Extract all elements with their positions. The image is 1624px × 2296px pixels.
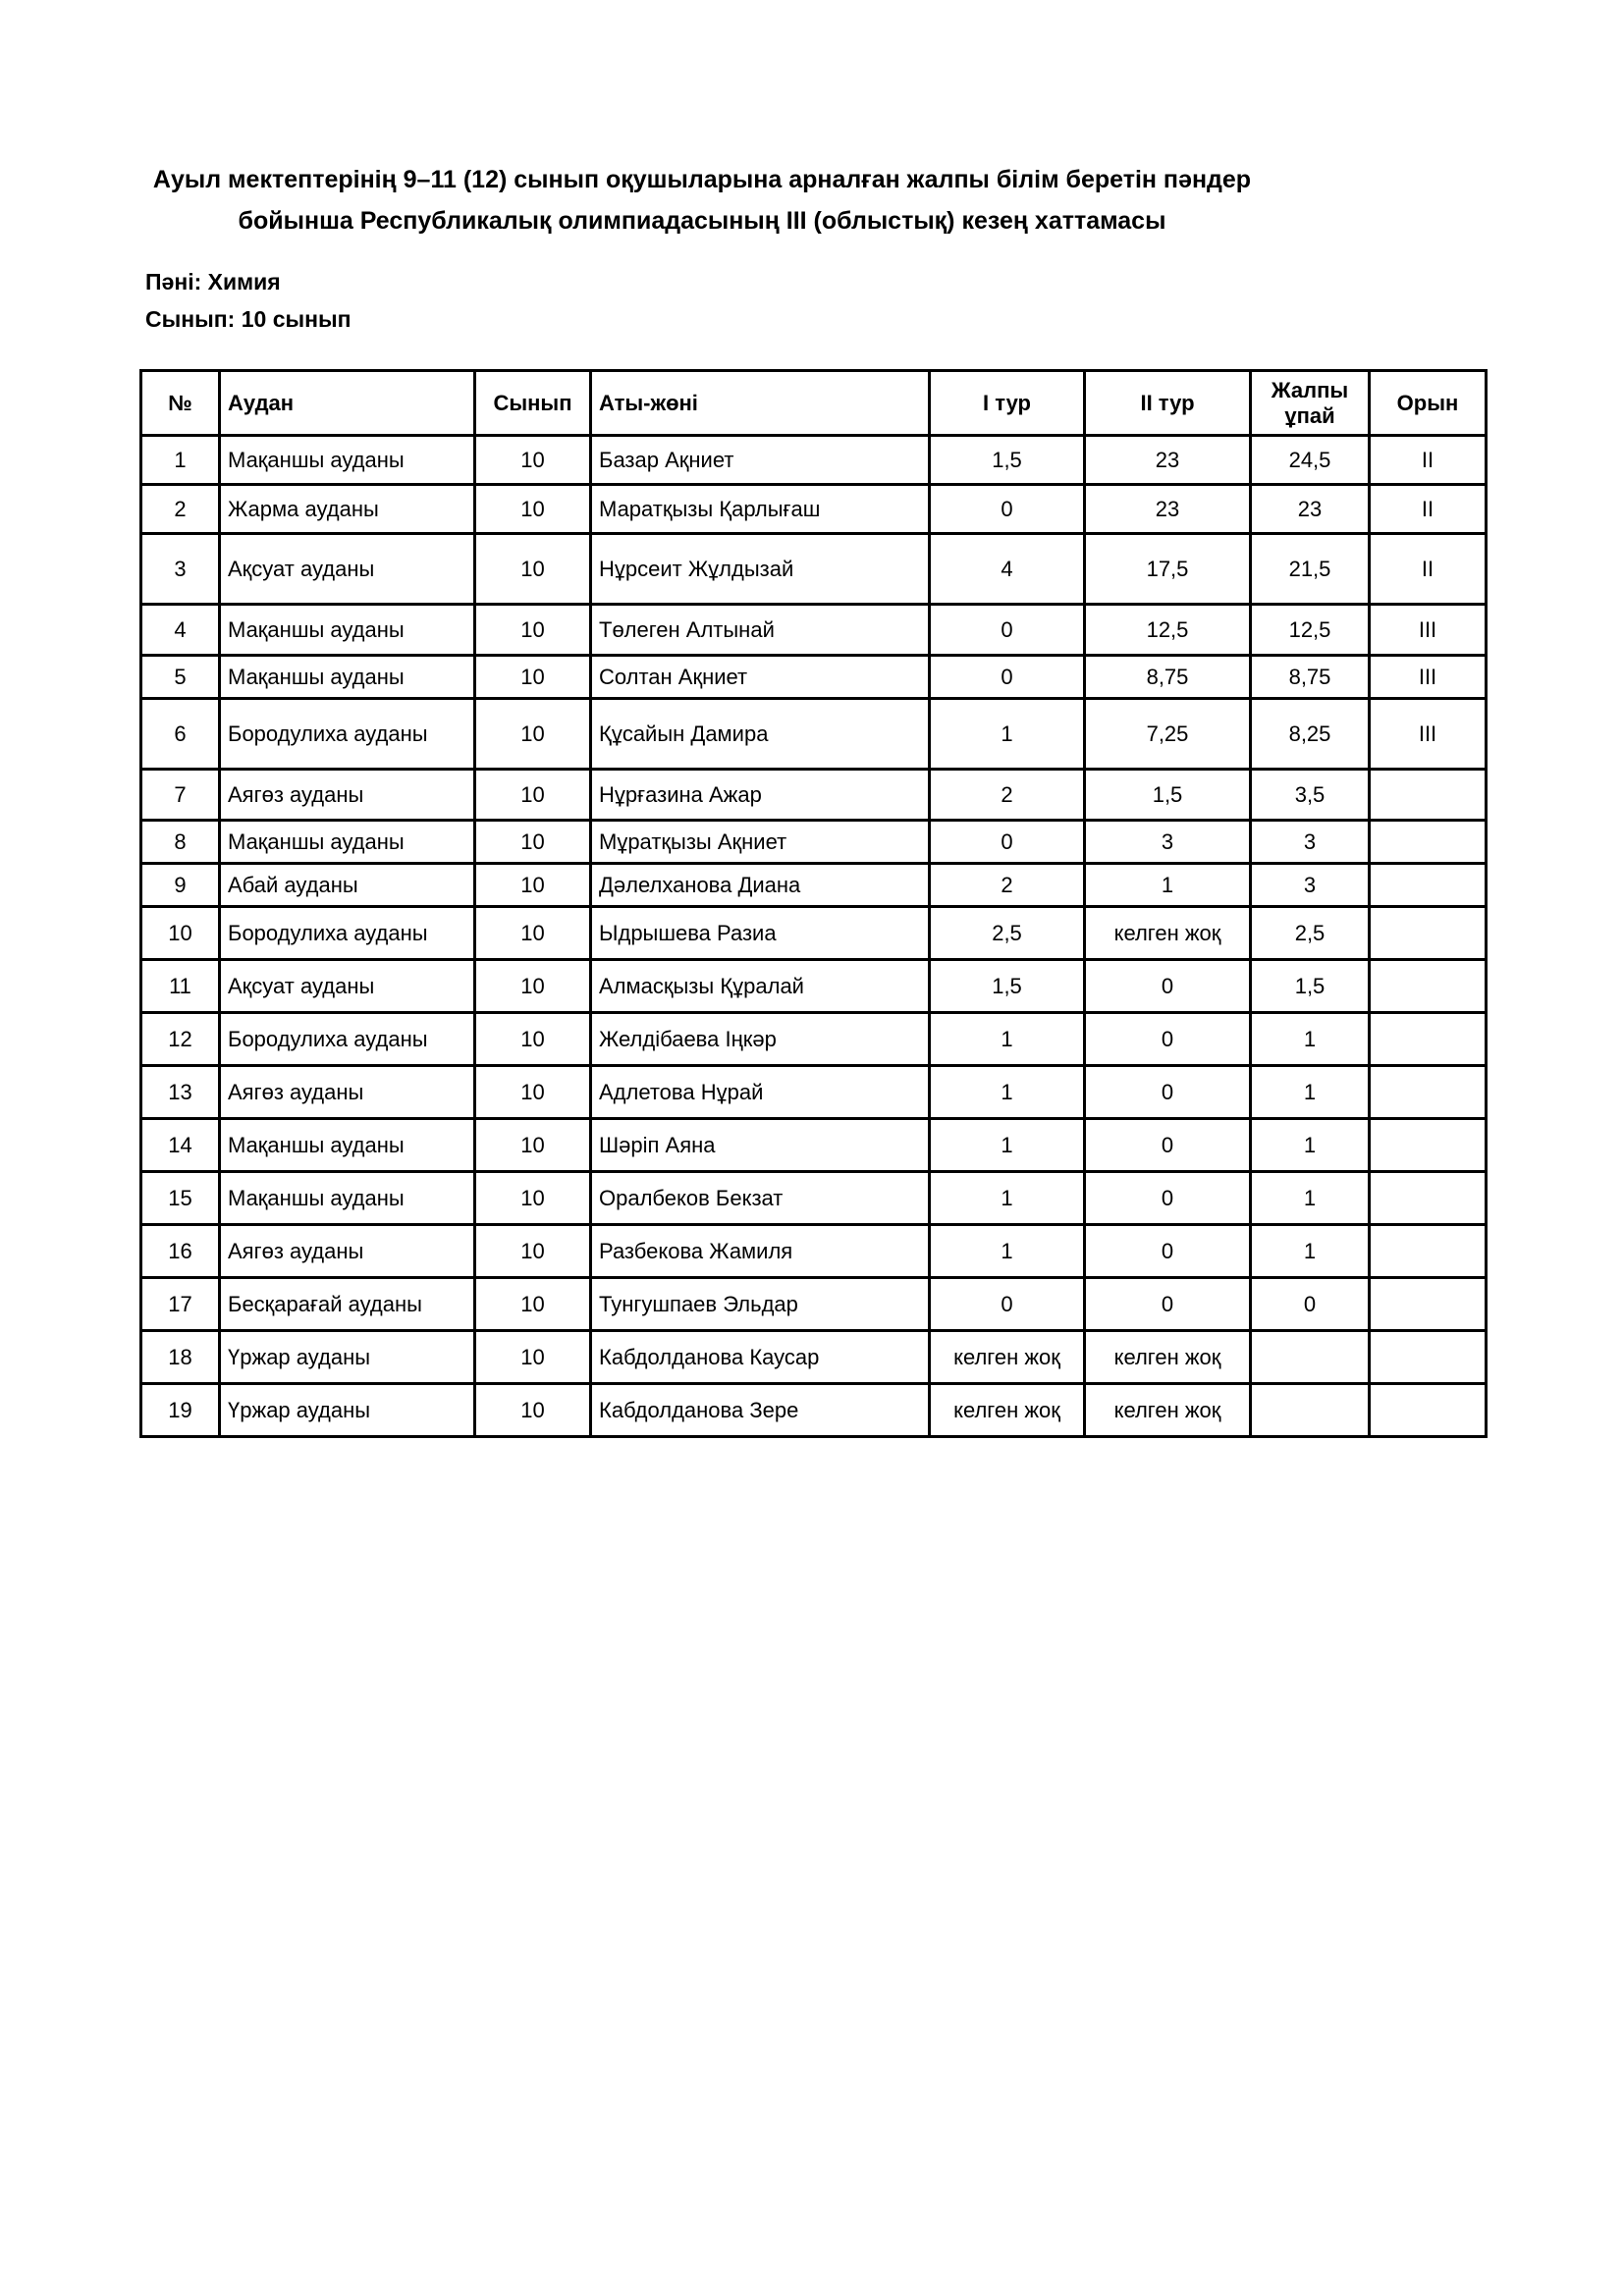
cell-place [1370, 1013, 1487, 1066]
cell-region: Мақаншы ауданы [220, 1119, 475, 1172]
table-row [141, 699, 1487, 770]
cell-tour2: 23 [1085, 436, 1251, 485]
cell-tour1: 0 [930, 1278, 1085, 1331]
header-cell-tour2: ІІ тур [1085, 371, 1251, 436]
cell-grade: 10 [475, 1172, 591, 1225]
cell-tour1: 1 [930, 1225, 1085, 1278]
cell-tour1: 1,5 [930, 960, 1085, 1013]
cell-no: 7 [141, 770, 220, 821]
cell-no: 2 [141, 485, 220, 534]
cell-tour2: 7,25 [1085, 699, 1251, 770]
cell-region: Абай ауданы [220, 864, 475, 907]
cell-tour2: 0 [1085, 1119, 1251, 1172]
cell-tour2: 0 [1085, 1066, 1251, 1119]
cell-no: 12 [141, 1013, 220, 1066]
cell-name: Құсайын Дамира [591, 699, 930, 770]
cell-grade: 10 [475, 534, 591, 605]
cell-total: 2,5 [1251, 907, 1370, 960]
cell-grade: 10 [475, 1225, 591, 1278]
cell-region: Ақсуат ауданы [220, 534, 475, 605]
header-cell-no: № [141, 371, 220, 436]
cell-no: 14 [141, 1119, 220, 1172]
page-title-line-2: бойынша Республикалық олимпиадасының ІІІ (облыстық) кезең хаттамасы [238, 207, 1166, 235]
cell-total: 1 [1251, 1172, 1370, 1225]
cell-grade: 10 [475, 1384, 591, 1437]
cell-tour2: 23 [1085, 485, 1251, 534]
header-row [141, 371, 1487, 436]
cell-no: 1 [141, 436, 220, 485]
cell-tour2: 3 [1085, 821, 1251, 864]
cell-no: 15 [141, 1172, 220, 1225]
cell-grade: 10 [475, 907, 591, 960]
cell-region: Аягөз ауданы [220, 770, 475, 821]
cell-no: 9 [141, 864, 220, 907]
cell-tour2: 0 [1085, 1225, 1251, 1278]
cell-tour2: 17,5 [1085, 534, 1251, 605]
table-row [141, 770, 1487, 821]
cell-total: 1 [1251, 1013, 1370, 1066]
cell-name: Желдібаева Іңкәр [591, 1013, 930, 1066]
cell-grade: 10 [475, 485, 591, 534]
cell-place [1370, 1278, 1487, 1331]
results-table-body [141, 436, 1487, 1437]
cell-grade: 10 [475, 821, 591, 864]
cell-name: Тунгушпаев Эльдар [591, 1278, 930, 1331]
cell-name: Кабдолданова Зере [591, 1384, 930, 1437]
cell-tour2: 1 [1085, 864, 1251, 907]
cell-grade: 10 [475, 770, 591, 821]
table-row [141, 1225, 1487, 1278]
cell-place [1370, 1331, 1487, 1384]
cell-place [1370, 1384, 1487, 1437]
cell-grade: 10 [475, 1331, 591, 1384]
cell-name: Дәлелханова Диана [591, 864, 930, 907]
cell-name: Шәріп Аяна [591, 1119, 930, 1172]
cell-region: Ақсуат ауданы [220, 960, 475, 1013]
cell-region: Аягөз ауданы [220, 1066, 475, 1119]
cell-tour1: 2,5 [930, 907, 1085, 960]
cell-total: 3 [1251, 864, 1370, 907]
table-row [141, 821, 1487, 864]
cell-name: Кабдолданова Каусар [591, 1331, 930, 1384]
table-row [141, 1278, 1487, 1331]
cell-no: 16 [141, 1225, 220, 1278]
cell-tour1: 1 [930, 1119, 1085, 1172]
cell-grade: 10 [475, 960, 591, 1013]
page-title [137, 159, 1267, 241]
cell-place [1370, 960, 1487, 1013]
header-cell-place: Орын [1370, 371, 1487, 436]
cell-grade: 10 [475, 1013, 591, 1066]
cell-tour1: 1 [930, 1066, 1085, 1119]
cell-place [1370, 1225, 1487, 1278]
cell-no: 8 [141, 821, 220, 864]
cell-tour2: 0 [1085, 1172, 1251, 1225]
table-row [141, 1066, 1487, 1119]
cell-tour2: 0 [1085, 1278, 1251, 1331]
cell-grade: 10 [475, 605, 591, 656]
table-row [141, 1172, 1487, 1225]
cell-total: 8,25 [1251, 699, 1370, 770]
cell-total: 0 [1251, 1278, 1370, 1331]
table-row [141, 1119, 1487, 1172]
page-title-line-1: Ауыл мектептерінің 9–11 (12) сынып оқушыларына арналған жалпы білім беретін пәндер [152, 166, 1252, 193]
cell-name: Разбекова Жамиля [591, 1225, 930, 1278]
cell-total: 3,5 [1251, 770, 1370, 821]
header-cell-total: Жалпы ұпай [1251, 371, 1370, 436]
cell-name: Мұратқызы Ақниет [591, 821, 930, 864]
cell-no: 3 [141, 534, 220, 605]
cell-grade: 10 [475, 1278, 591, 1331]
cell-place [1370, 770, 1487, 821]
cell-tour1: 1,5 [930, 436, 1085, 485]
cell-tour1: 0 [930, 821, 1085, 864]
cell-total: 3 [1251, 821, 1370, 864]
cell-name: Базар Ақниет [591, 436, 930, 485]
cell-tour2: келген жоқ [1085, 1384, 1251, 1437]
subject-line: Пәні: Химия [145, 269, 281, 294]
cell-place: II [1370, 534, 1487, 605]
cell-region: Бесқарағай ауданы [220, 1278, 475, 1331]
cell-no: 6 [141, 699, 220, 770]
cell-total [1251, 1331, 1370, 1384]
cell-tour2: 8,75 [1085, 656, 1251, 699]
cell-region: Бородулиха ауданы [220, 907, 475, 960]
cell-no: 5 [141, 656, 220, 699]
cell-tour1: 0 [930, 485, 1085, 534]
cell-no: 10 [141, 907, 220, 960]
table-row [141, 436, 1487, 485]
cell-total: 21,5 [1251, 534, 1370, 605]
cell-name: Адлетова Нұрай [591, 1066, 930, 1119]
header-cell-name: Аты-жөні [591, 371, 930, 436]
cell-tour1: 0 [930, 605, 1085, 656]
cell-place: II [1370, 436, 1487, 485]
cell-total: 1 [1251, 1066, 1370, 1119]
cell-place: III [1370, 605, 1487, 656]
cell-place [1370, 1172, 1487, 1225]
table-row [141, 864, 1487, 907]
cell-name: Солтан Ақниет [591, 656, 930, 699]
cell-no: 18 [141, 1331, 220, 1384]
cell-total: 12,5 [1251, 605, 1370, 656]
cell-region: Бородулиха ауданы [220, 699, 475, 770]
header-cell-region: Аудан [220, 371, 475, 436]
cell-tour2: 1,5 [1085, 770, 1251, 821]
cell-tour2: 12,5 [1085, 605, 1251, 656]
cell-no: 11 [141, 960, 220, 1013]
table-row [141, 605, 1487, 656]
cell-name: Ыдрышева Разиа [591, 907, 930, 960]
cell-no: 17 [141, 1278, 220, 1331]
cell-grade: 10 [475, 699, 591, 770]
cell-place: III [1370, 656, 1487, 699]
cell-place: III [1370, 699, 1487, 770]
cell-region: Аягөз ауданы [220, 1225, 475, 1278]
cell-name: Төлеген Алтынай [591, 605, 930, 656]
cell-region: Мақаншы ауданы [220, 436, 475, 485]
cell-grade: 10 [475, 1066, 591, 1119]
cell-place [1370, 821, 1487, 864]
cell-total: 1 [1251, 1225, 1370, 1278]
cell-total: 1,5 [1251, 960, 1370, 1013]
cell-region: Мақаншы ауданы [220, 821, 475, 864]
cell-region: Мақаншы ауданы [220, 1172, 475, 1225]
cell-region: Үржар ауданы [220, 1384, 475, 1437]
table-row [141, 656, 1487, 699]
cell-total: 8,75 [1251, 656, 1370, 699]
cell-name: Нұрсеит Жұлдызай [591, 534, 930, 605]
cell-place [1370, 864, 1487, 907]
cell-name: Алмасқызы Құралай [591, 960, 930, 1013]
cell-total: 23 [1251, 485, 1370, 534]
cell-place [1370, 1066, 1487, 1119]
cell-tour1: 1 [930, 699, 1085, 770]
table-row [141, 1013, 1487, 1066]
cell-total: 24,5 [1251, 436, 1370, 485]
cell-tour1: 1 [930, 1172, 1085, 1225]
cell-no: 4 [141, 605, 220, 656]
table-row [141, 960, 1487, 1013]
cell-tour1: 0 [930, 656, 1085, 699]
cell-total: 1 [1251, 1119, 1370, 1172]
cell-tour2: келген жоқ [1085, 1331, 1251, 1384]
cell-grade: 10 [475, 864, 591, 907]
header-cell-tour1: І тур [930, 371, 1085, 436]
table-row [141, 485, 1487, 534]
cell-tour1: 2 [930, 770, 1085, 821]
cell-tour1: 2 [930, 864, 1085, 907]
cell-place: II [1370, 485, 1487, 534]
header-cell-grade: Сынып [475, 371, 591, 436]
cell-total [1251, 1384, 1370, 1437]
cell-place [1370, 907, 1487, 960]
cell-grade: 10 [475, 656, 591, 699]
results-table [139, 369, 1488, 1438]
table-row [141, 1384, 1487, 1437]
cell-name: Нұрғазина Ажар [591, 770, 930, 821]
cell-region: Бородулиха ауданы [220, 1013, 475, 1066]
cell-tour1: келген жоқ [930, 1331, 1085, 1384]
cell-tour1: келген жоқ [930, 1384, 1085, 1437]
cell-region: Жарма ауданы [220, 485, 475, 534]
cell-tour2: 0 [1085, 1013, 1251, 1066]
cell-region: Мақаншы ауданы [220, 605, 475, 656]
cell-no: 13 [141, 1066, 220, 1119]
table-row [141, 907, 1487, 960]
cell-tour1: 1 [930, 1013, 1085, 1066]
grade-line: Сынып: 10 сынып [145, 306, 352, 332]
cell-tour2: келген жоқ [1085, 907, 1251, 960]
cell-tour1: 4 [930, 534, 1085, 605]
cell-name: Оралбеков Бекзат [591, 1172, 930, 1225]
cell-tour2: 0 [1085, 960, 1251, 1013]
cell-region: Үржар ауданы [220, 1331, 475, 1384]
cell-grade: 10 [475, 1119, 591, 1172]
cell-grade: 10 [475, 436, 591, 485]
table-row [141, 1331, 1487, 1384]
table-row [141, 534, 1487, 605]
cell-name: Маратқызы Қарлығаш [591, 485, 930, 534]
cell-place [1370, 1119, 1487, 1172]
cell-no: 19 [141, 1384, 220, 1437]
cell-region: Мақаншы ауданы [220, 656, 475, 699]
